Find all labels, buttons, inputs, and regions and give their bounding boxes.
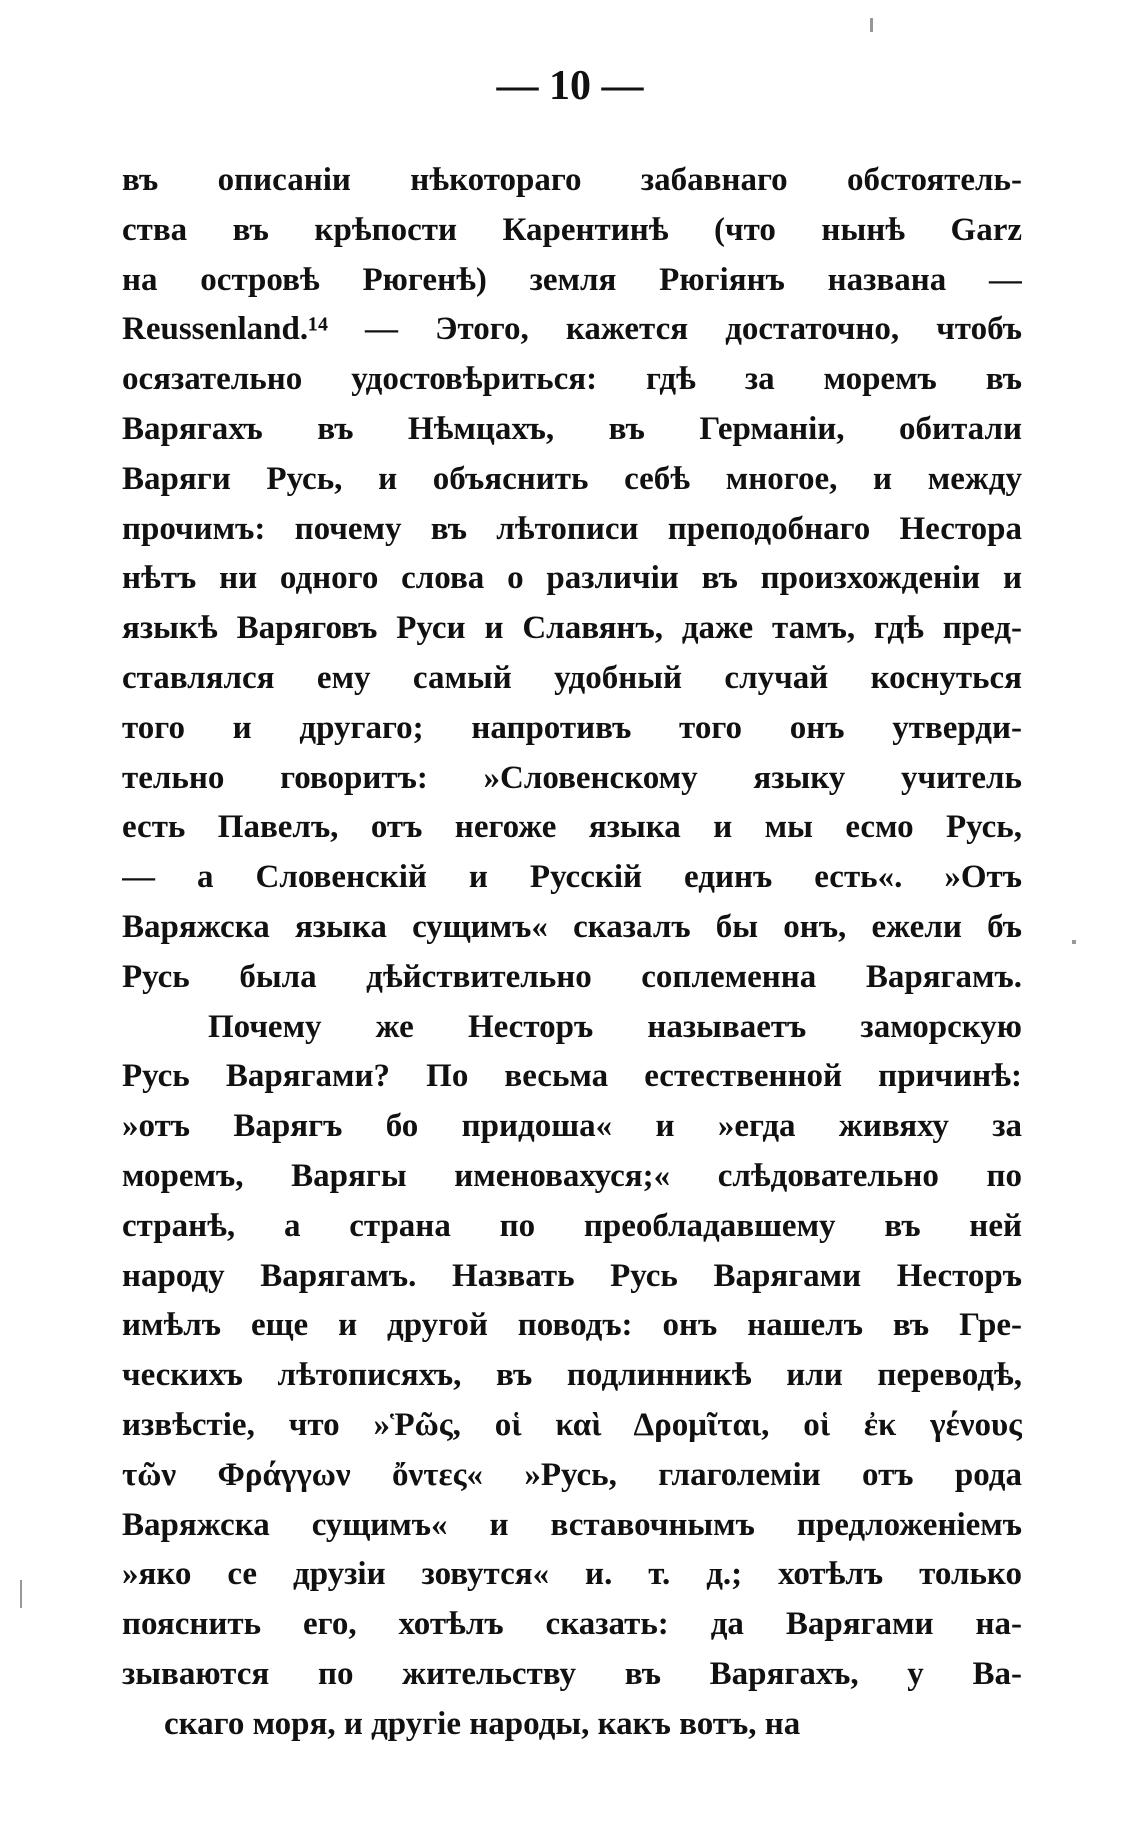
text-line: странѣ, а страна по преобладавшему въ ней: [122, 1207, 1022, 1244]
text-line: Варяжска сущимъ« и вставочнымъ предложеніемъ: [122, 1506, 1022, 1543]
text-line: ставлялся ему самый удобный случай коснуться: [122, 659, 1022, 696]
text-line: осязательно удостовѣриться: гдѣ за моремъ въ: [122, 361, 1022, 398]
text-line: нѣтъ ни одного слова о различіи въ произхожденіи и: [122, 560, 1022, 597]
page-number: — 10 —: [496, 63, 644, 109]
text-line: Варягахъ въ Нѣмцахъ, въ Германіи, обитали: [122, 410, 1022, 447]
text-line: въ описаніи нѣкотораго забавнаго обстоятель-: [122, 162, 1022, 198]
scan-speck: [1072, 940, 1076, 944]
text-line: тельно говоритъ: »Словенскому языку учитель: [122, 759, 1022, 796]
text-line: Варяги Русь, и объяснить себѣ многое, и между: [122, 460, 1022, 497]
text-line: Варяжска языка сущимъ« сказалъ бы онъ, ежели бъ: [122, 908, 1022, 945]
text-line: зываются по жительству въ Варягахъ, у Ва-: [122, 1655, 1022, 1692]
text-line: Русь была дѣйствительно соплеменна Варягамъ.: [122, 958, 1022, 995]
text-line: имѣлъ еще и другой поводъ: онъ нашелъ въ Гре-: [122, 1307, 1022, 1344]
paragraph-start-line: Почему же Несторъ называетъ заморскую: [208, 1008, 1022, 1045]
text-line: языкѣ Варяговъ Руси и Славянъ, даже тамъ, гдѣ пред-: [122, 610, 1022, 647]
text-line: есть Павелъ, отъ негоже языка и мы есмо Русь,: [122, 809, 1022, 846]
text-line: извѣстіе, что »Ῥῶς, οἱ καὶ Δρομῖται, οἱ ἐκ γένους: [122, 1406, 1022, 1443]
text-line: — а Словенскій и Русскій единъ есть«. »Отъ: [122, 859, 1022, 896]
text-line: »отъ Варягъ бо придоша« и »егда живяху за: [122, 1108, 1022, 1145]
text-line: моремъ, Варягы именовахуся;« слѣдовательно по: [122, 1157, 1022, 1194]
scan-speck: [20, 1580, 22, 1608]
text-line: на островѣ Рюгенѣ) земля Рюгіянъ названа —: [122, 261, 1022, 298]
scan-speck: [870, 18, 873, 32]
text-line: Reussenland.¹⁴ — Этого, кажется достаточно, чтобъ: [122, 311, 1022, 348]
text-line: того и другаго; напротивъ того онъ утверди-: [122, 709, 1022, 746]
text-line: прочимъ: почему въ лѣтописи преподобнаго Нестора: [122, 510, 1022, 547]
text-line: ческихъ лѣтописяхъ, въ подлинникѣ или переводѣ,: [122, 1357, 1022, 1394]
text-line: пояснить его, хотѣлъ сказать: да Варягами на-: [122, 1606, 1022, 1643]
text-line: »яко се друзіи зовутся« и. т. д.; хотѣлъ только: [122, 1556, 1022, 1593]
text-line: ства въ крѣпости Карентинѣ (что нынѣ Garz: [122, 211, 1022, 248]
text-line: Русь Варягами? По весьма естественной причинѣ:: [122, 1058, 1022, 1095]
last-text-line: скаго моря, и другіе народы, какъ вотъ, на: [164, 1705, 801, 1742]
body-text: [122, 156, 1022, 1750]
text-line: τῶν Φράγγων ὄντες« »Русь, глаголеміи отъ рода: [122, 1456, 1022, 1493]
text-line: народу Варягамъ. Назвать Русь Варягами Несторъ: [122, 1257, 1022, 1294]
